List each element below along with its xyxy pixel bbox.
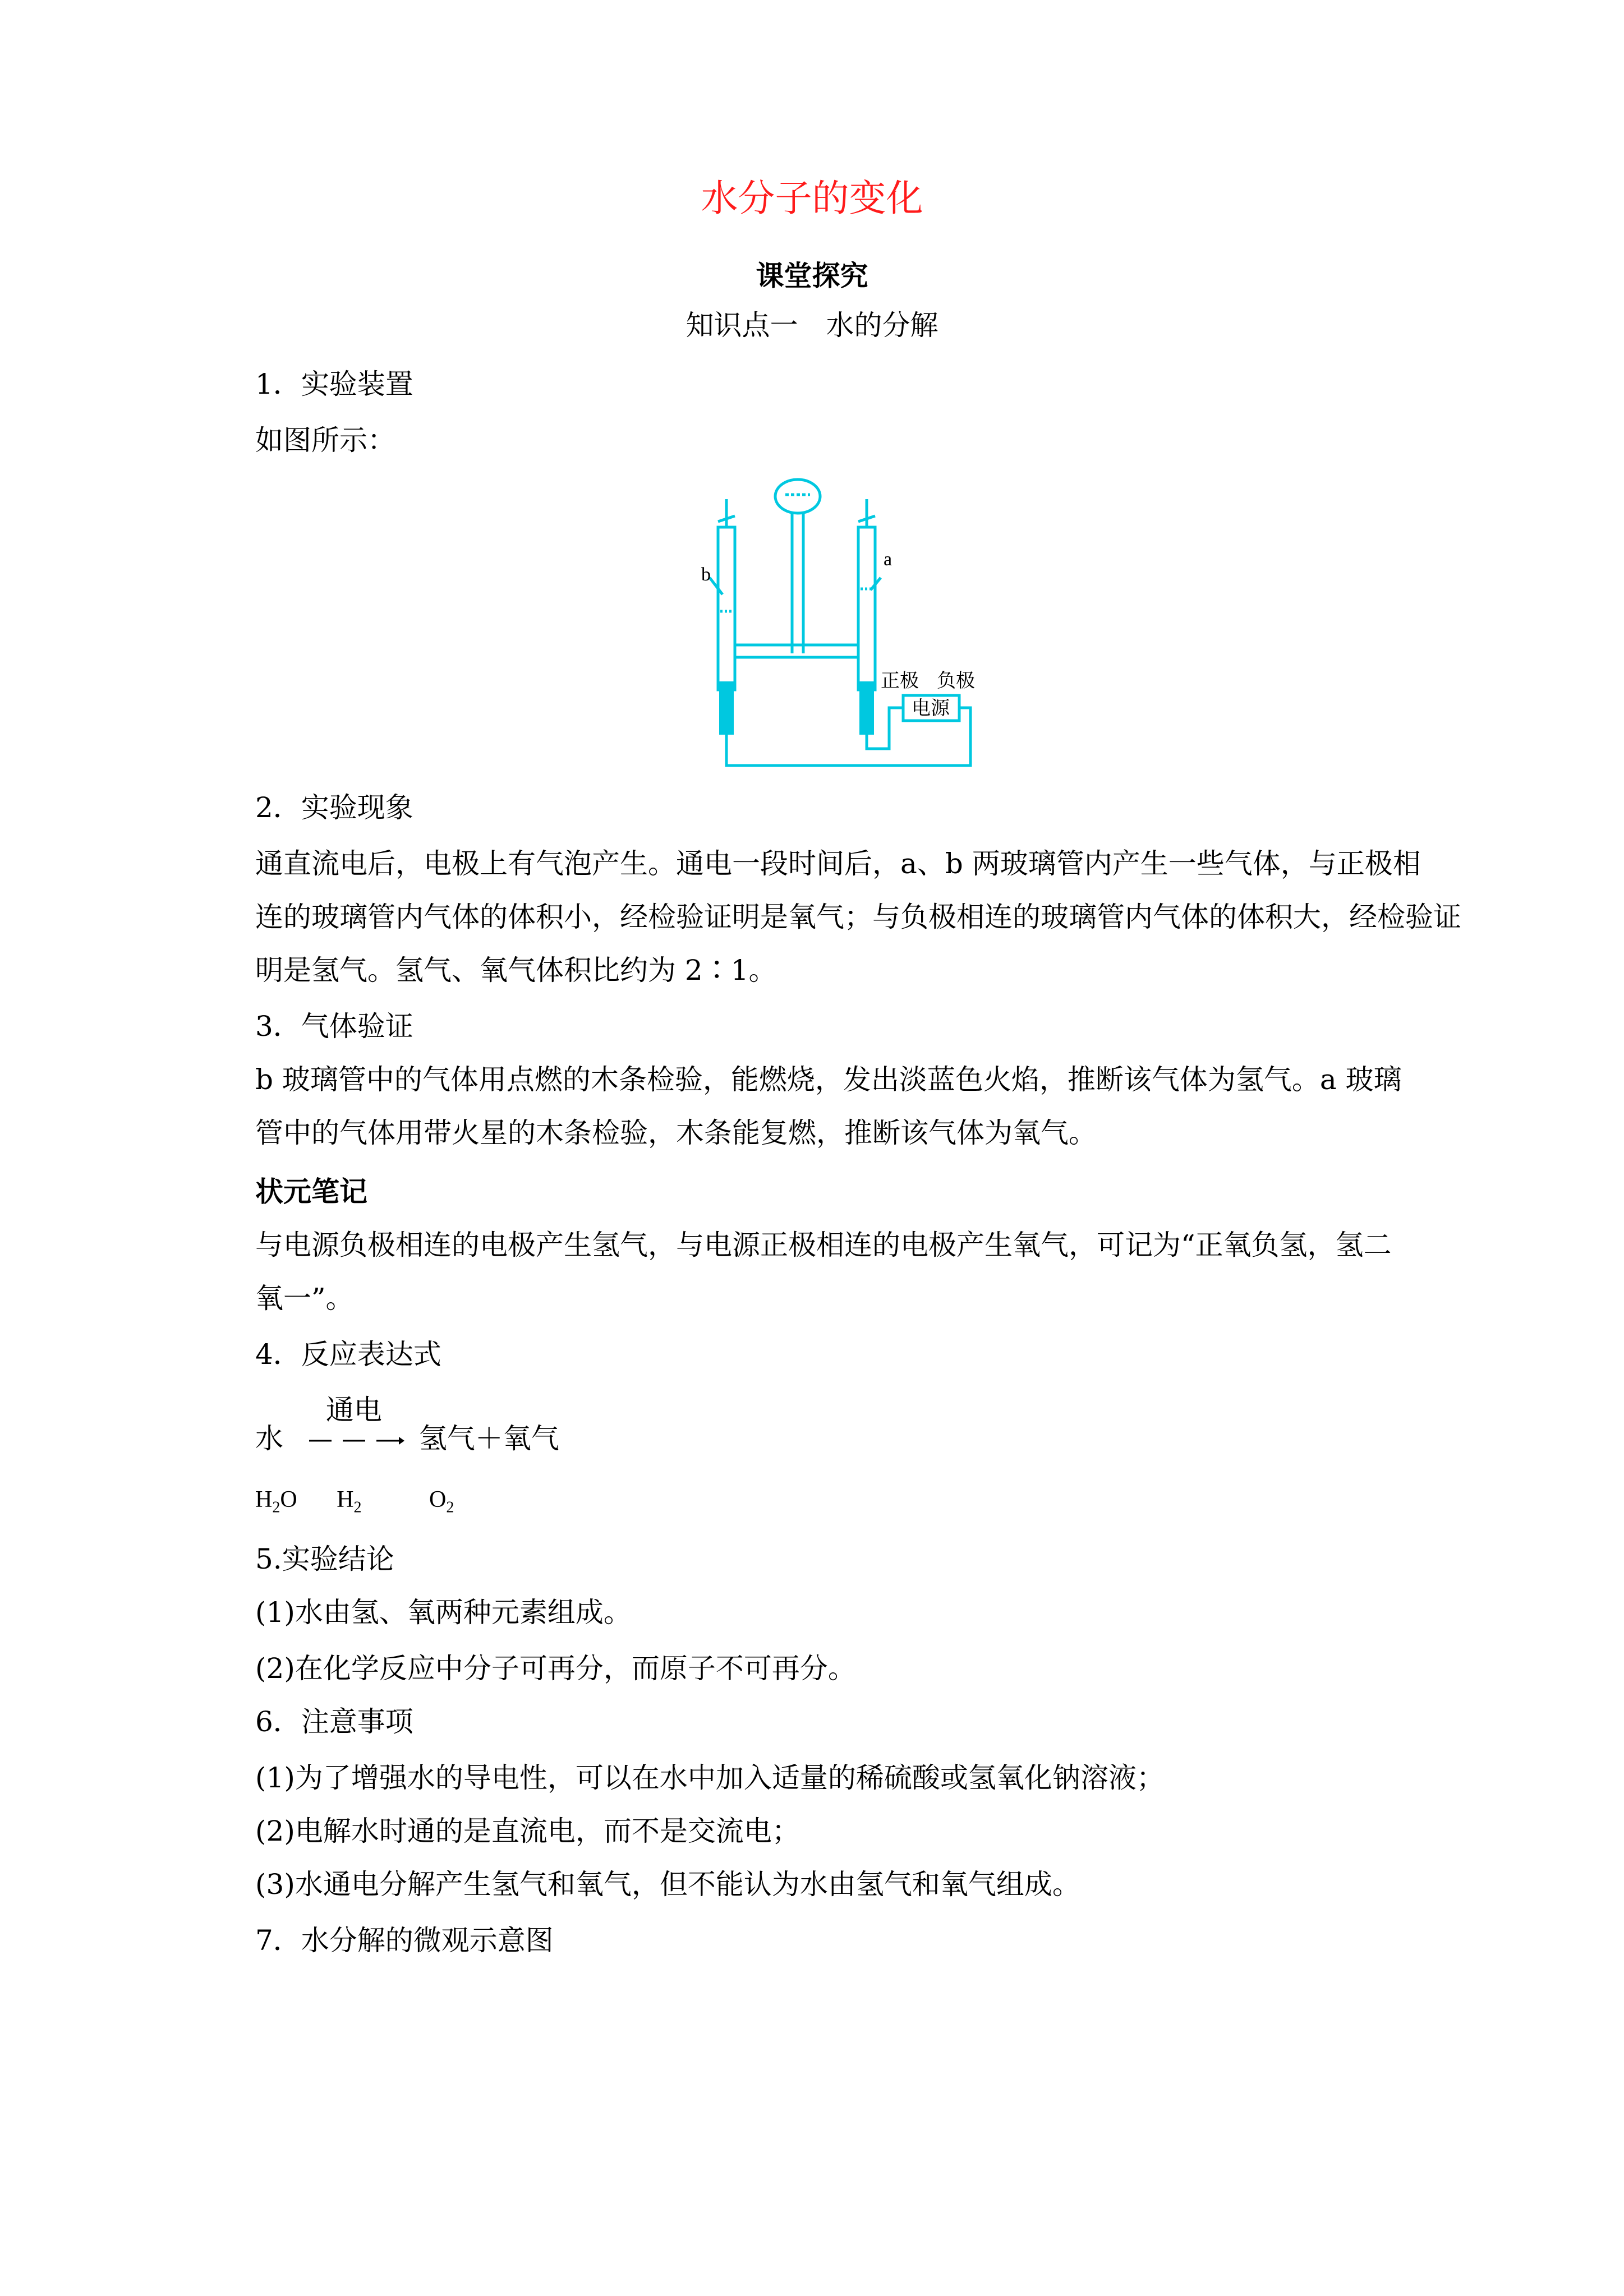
reaction-arrow	[309, 1394, 404, 1455]
electrode-a	[859, 681, 874, 735]
reaction-expression	[255, 1394, 559, 1456]
s1-text: 如图所示：	[255, 424, 395, 457]
products: 氢气＋氧气	[418, 1422, 559, 1455]
s5-item1: (1)水由氢、氧两种元素组成。	[255, 1596, 632, 1629]
note-line1: 与电源负极相连的电极产生氢气，与电源正极相连的电极产生氧气，可记为“正氧负氢，氢二	[255, 1229, 1392, 1261]
chemical-formulas	[255, 1486, 454, 1516]
s3-heading: 3．气体验证	[255, 1010, 413, 1043]
funnel-bulb	[775, 480, 820, 513]
s4-heading: 4．反应表达式	[255, 1338, 441, 1371]
note-heading: 状元笔记	[255, 1175, 367, 1208]
page-title: 水分子的变化	[701, 177, 923, 220]
section-subtitle: 课堂探究	[756, 260, 868, 292]
label-b: b	[701, 564, 711, 585]
electrolysis-apparatus-diagram	[696, 465, 1010, 780]
s2-line3: 明是氢气。氢气、氧气体积比约为 2∶1。	[255, 954, 777, 986]
label-negative: 负极	[937, 670, 975, 692]
s2-line1: 通直流电后，电极上有气泡产生。通电一段时间后，a、b 两玻璃管内产生一些气体，与正极相	[255, 847, 1421, 880]
tube-a	[858, 527, 875, 690]
s5-item2: (2)在化学反应中分子可再分，而原子不可再分。	[255, 1652, 856, 1685]
reaction-condition: 通电	[325, 1394, 382, 1426]
arrow-icon	[309, 1432, 404, 1449]
knowledge-point-heading: 知识点一 水的分解	[686, 309, 938, 342]
s3-line1: b 玻璃管中的气体用点燃的木条检验，能燃烧，发出淡蓝色火焰，推断该气体为氢气。a 玻璃	[255, 1063, 1402, 1096]
s7-heading: 7．水分解的微观示意图	[255, 1924, 554, 1957]
tube-b	[718, 527, 735, 690]
label-power: 电源	[912, 697, 950, 720]
s6-heading: 6．注意事项	[255, 1705, 413, 1738]
reactant: 水	[255, 1422, 283, 1455]
s2-heading: 2．实验现象	[255, 791, 413, 824]
formula-oxygen: $O_2$	[429, 1487, 454, 1516]
formula-hydrogen: $H_2$	[337, 1487, 362, 1516]
note-line2: 氧一”。	[255, 1282, 354, 1315]
electrode-b	[719, 681, 734, 735]
s5-heading: 5.实验结论	[255, 1543, 394, 1575]
s6-item3: (3)水通电分解产生氢气和氧气，但不能认为水由氢气和氧气组成。	[255, 1868, 1080, 1901]
s6-item1: (1)为了增强水的导电性，可以在水中加入适量的稀硫酸或氢氧化钠溶液；	[255, 1762, 1165, 1794]
label-positive: 正极	[881, 670, 919, 692]
s6-item2: (2)电解水时通的是直流电，而不是交流电；	[255, 1815, 800, 1847]
s2-line2: 连的玻璃管内气体的体积小，经检验证明是氧气；与负极相连的玻璃管内气体的体积大，经检验证	[255, 901, 1461, 933]
label-a: a	[884, 549, 892, 570]
s1-heading: 1．实验装置	[255, 368, 413, 400]
formula-water: $H_2O$	[255, 1487, 297, 1516]
s3-line2: 管中的气体用带火星的木条检验，木条能复燃，推断该气体为氧气。	[255, 1117, 1097, 1149]
